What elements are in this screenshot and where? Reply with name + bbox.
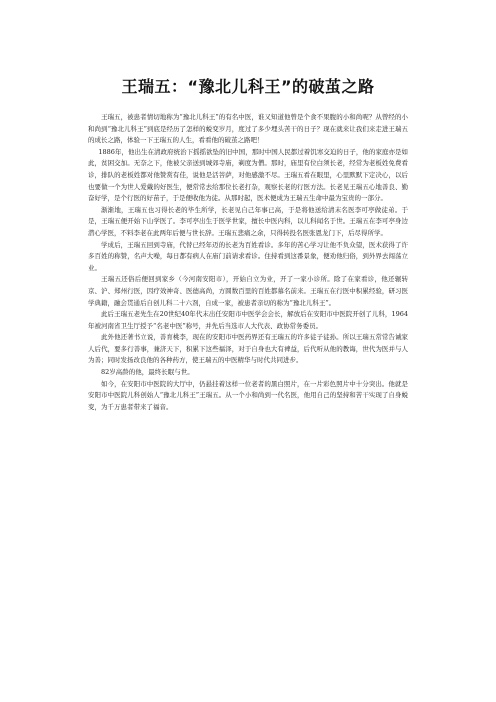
- paragraph: 王瑞五还俗后便回到家乡（今河南安阳市），开始自立为业，开了一家小诊所。除了在家看诊，他还辗转京、沪、郑州行医，因疗效神奇、医德高尚，方圆数百里的百姓都慕名前来。王瑞五在行医中积累经验，研习医学典籍，融会贯通后自创儿科二十六剂，自成一家，被患者亲切的称为“豫北儿科王”。: [88, 275, 408, 307]
- paragraph: 82岁高龄的他，最终长眠与世。: [101, 368, 194, 377]
- paragraph: 如今，在安阳市中医院的大厅中，仍悬挂着这样一位老者的黑白照片，在一片彩色照片中十分突出。他就是安阳市中医院儿科创始人“豫北儿科王”王瑞五。从一个小和尚到一代名医，他用自己的坚持和苦干实现了自身蜕变，为千万患者带来了福音。: [88, 379, 408, 411]
- paragraph: 此外他还著书立说，善育桃李，现在的安阳市中医药界还有王瑞五的许多徒子徒孙。所以王瑞五常常告诫家人后代，要多行善事，兼济天下，积累下这些福泽，对于自身也大有裨益，后代听从他的教诲，世代为医并与人为善；同时发扬改良他的各种药方，使王瑞五的中医精华与时代共同进步。: [88, 333, 408, 365]
- paragraph: 1886年，他出生在清政府统治下摇摇欲坠的旧中国，那时中国人民都过着饥寒交迫的日子，他的家庭亦是如此，贫困交加。无奈之下，他被父亲送到城郊寺庙，剃度为僧。那时，庙里有位白须长老，经常为老板姓免费看诊，排队的老板姓都对他赞赏有佳，说他是活菩萨，对他感激不尽。王瑞五看在眼里，心里默默下定决心，以后也要做一个为世人爱戴的好医生，便常常去给那位长老打杂，观察长老的行医方法。长老见王瑞五心地善良、勤奋好学，是个行医的好苗子，于是便收他为徒。从那时起，医术便成为王瑞五生命中最为宝贵的一部分。: [88, 147, 408, 203]
- paragraph: 学成后，王瑞五回到寺庙，代替已经年迈的长老为百姓看诊。多年的苦心学习让他不负众望，医术获得了许多百姓的称赞，名声大噪，每日都有病人在庙门前请求看诊。住持看到这番景象，便劝他归俗，到外界去闯荡立业。: [88, 240, 408, 272]
- paragraph: 王瑞五，被患者情切地称为“豫北儿科王”的有名中医，谁又知道他曾是个食不果腹的小和尚呢？从曾经的小和尚到“豫北儿科王”到底是经历了怎样的蜕变岁月，度过了多少埋头苦干的日子？现在就来让我们来走进王瑞五的成长之路，体验一下王瑞五的人生，看看他的破茧之路吧！: [88, 113, 408, 145]
- article-body: [88, 112, 408, 413]
- paragraph: 渐渐地，王瑞五也习得长老的毕生所学，长老见自己年事已高，于是将他送给清末名医李可亭做徒弟。于是，王瑞五便开始下山学医了。李可亭出生于医学世家，擅长中医内科，以儿科闻名于世。王瑞五在李可亭身边潜心学医，不料李老在此两年后便与世长辞。王瑞五悲痛之余，只得转投名医张恩龙门下，后尽得所学。: [88, 205, 408, 237]
- paragraph: 此后王瑞五老先生在20世纪40年代末出任安阳市中医学会会长，解放后在安阳市中医院开创了儿科，1964年被河南省卫生厅授予“名老中医”称号，并先后当选市人大代表、政协常务委员。: [88, 310, 408, 330]
- article-title: 王瑞五：“豫北儿科王”的破茧之路: [121, 77, 375, 96]
